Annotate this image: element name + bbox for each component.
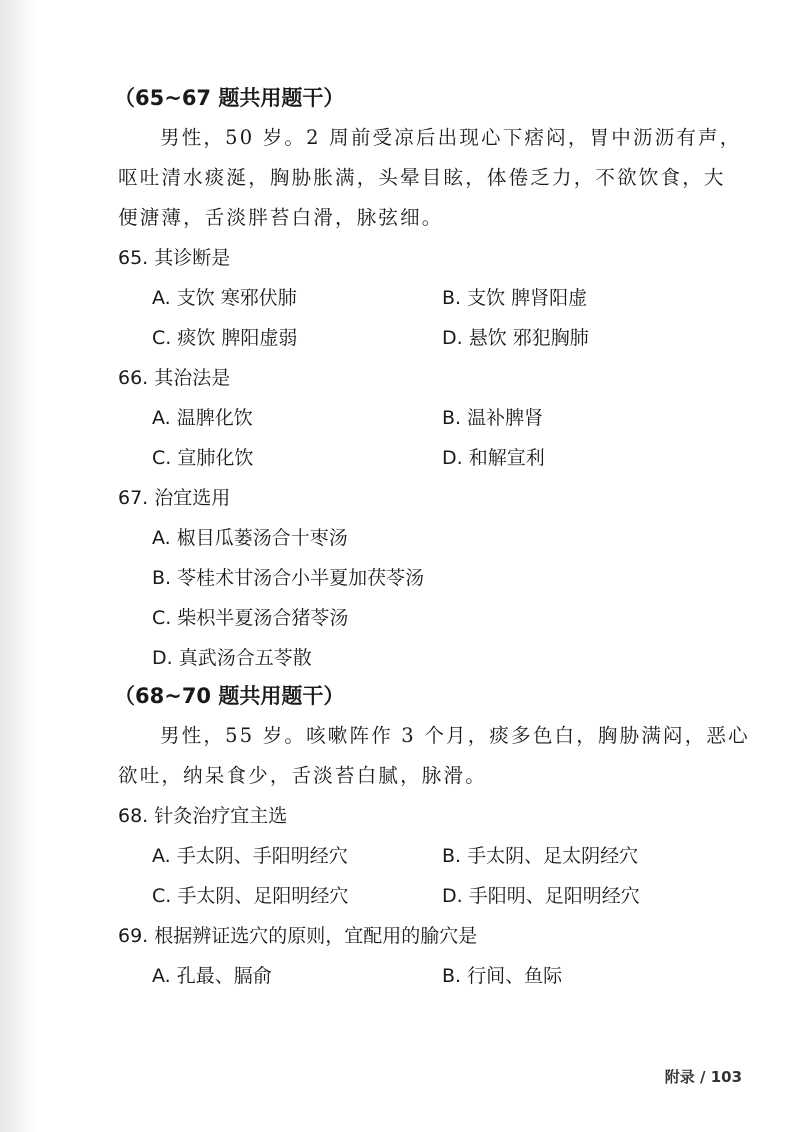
- stem-line: 男性，55 岁。咳嗽阵作 3 个月，痰多色白，胸胁满闷，恶心: [160, 724, 750, 747]
- options-row: [118, 876, 738, 916]
- group-heading-68-70: （68~70 题共用题干）: [114, 684, 345, 708]
- options-row: [118, 318, 738, 358]
- options-row: [118, 398, 738, 438]
- page-content: [114, 80, 750, 996]
- binding-shadow: [0, 0, 38, 1132]
- option-67-a: A. 椒目瓜蒌汤合十枣汤: [152, 527, 348, 549]
- question-66: 66. 其治法是: [118, 367, 231, 389]
- option-66-a: A. 温脾化饮: [152, 407, 253, 429]
- option-68-c: C. 手太阴、足阳明经穴: [152, 885, 349, 907]
- options-row: [118, 278, 738, 318]
- group-heading-65-67: （65~67 题共用题干）: [114, 86, 345, 110]
- stem-line: 呕吐清水痰涎，胸胁胀满，头晕目眩，体倦乏力，不欲饮食，大: [118, 166, 726, 189]
- question-69: 69. 根据辨证选穴的原则，宜配用的腧穴是: [118, 925, 478, 947]
- option-66-c: C. 宣肺化饮: [152, 447, 254, 469]
- case-stem-68-70: [118, 716, 750, 796]
- option-65-c: C. 痰饮 脾阳虚弱: [152, 327, 298, 349]
- stem-line: 男性，50 岁。2 周前受凉后出现心下痞闷，胃中沥沥有声，: [160, 126, 742, 149]
- option-66-b: B. 温补脾肾: [442, 407, 544, 429]
- option-67-b: B. 苓桂术甘汤合小半夏加茯苓汤: [152, 567, 425, 589]
- option-65-d: D. 悬饮 邪犯胸肺: [442, 327, 589, 349]
- question-67: 67. 治宜选用: [118, 487, 231, 509]
- stem-line: 便溏薄，舌淡胖苔白滑，脉弦细。: [118, 206, 444, 229]
- option-65-a: A. 支饮 寒邪伏肺: [152, 287, 297, 309]
- option-66-d: D. 和解宣利: [442, 447, 545, 469]
- options-row: [118, 438, 738, 478]
- option-67-d: D. 真武汤合五苓散: [152, 647, 312, 669]
- options-row: [118, 956, 738, 996]
- question-68: 68. 针灸治疗宜主选: [118, 805, 288, 827]
- page-number: 附录 / 103: [664, 1068, 742, 1086]
- option-67-c: C. 柴枳半夏汤合猪苓汤: [152, 607, 349, 629]
- option-69-a: A. 孔最、膈俞: [152, 965, 272, 987]
- option-68-d: D. 手阳明、足阳明经穴: [442, 885, 640, 907]
- option-69-b: B. 行间、鱼际: [442, 965, 563, 987]
- option-65-b: B. 支饮 脾肾阳虚: [442, 287, 588, 309]
- option-68-b: B. 手太阴、足太阴经穴: [442, 845, 639, 867]
- question-65: 65. 其诊断是: [118, 247, 231, 269]
- option-68-a: A. 手太阴、手阳明经穴: [152, 845, 348, 867]
- stem-line: 欲吐，纳呆食少，舌淡苔白腻，脉滑。: [118, 764, 487, 787]
- options-row: [118, 836, 738, 876]
- case-stem-65-67: [118, 118, 742, 238]
